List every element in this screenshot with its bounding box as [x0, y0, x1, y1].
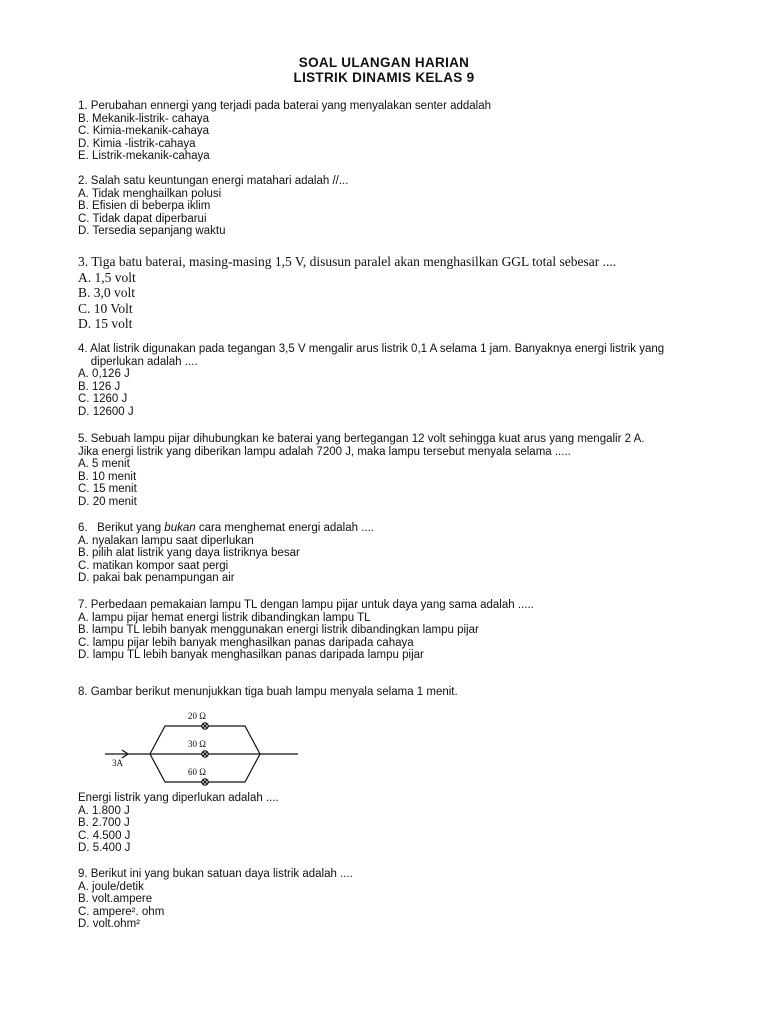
resistor-label-r1: 20 Ω — [188, 711, 206, 721]
option: A. Tidak menghailkan polusi — [78, 187, 222, 200]
option: B. volt.ampere — [78, 893, 153, 906]
option: C. 15 menit — [78, 483, 137, 496]
option: D. 12600 J — [78, 405, 134, 418]
question-8-answers — [78, 792, 728, 855]
doc-title: SOAL ULANGAN HARIAN — [298, 55, 470, 70]
option: B. Efisien di beberpa iklim — [78, 200, 211, 213]
question-stem: 2. Salah satu keuntungan energi matahari adalah //... — [78, 175, 349, 187]
option: A. joule/detik — [78, 880, 144, 893]
option: C. Kimia-mekanik-cahaya — [78, 125, 210, 138]
option: B. lampu TL lebih banyak menggunakan energi listrik dibandingkan lampu pijar — [78, 624, 479, 637]
option: D. Tersedia sepanjang waktu — [78, 225, 226, 238]
option: B. Mekanik-listrik- cahaya — [78, 112, 210, 125]
question-stem: 4. Alat listrik digunakan pada tegangan 3,5 V mengalir arus listrik 0,1 A selama 1 jam. Banyaknya energi listrik yang — [78, 343, 665, 355]
question-prompt: Energi listrik yang diperlukan adalah .... — [78, 792, 279, 804]
stem-pre: 6. Berikut yang — [78, 522, 165, 534]
stem-emphasis: bukan — [164, 522, 196, 534]
question-stem: 8. Gambar berikut menunjukkan tiga buah lampu menyala selama 1 menit. — [78, 686, 458, 698]
question-stem: 9. Berikut ini yang bukan satuan daya listrik adalah .... — [78, 868, 353, 880]
question-stem: 3. Tiga batu baterai, masing-masing 1,5 V, disusun paralel akan menghasilkan GGL total sebesar .... — [78, 254, 617, 269]
option: D. volt.ohm² — [78, 918, 140, 931]
question-2 — [78, 175, 728, 238]
question-stem-continued: diperlukan adalah .... — [78, 355, 198, 368]
resistor-label-r2: 30 Ω — [188, 739, 206, 749]
question-6 — [78, 522, 728, 585]
option: B. pilih alat listrik yang daya listriknya besar — [78, 547, 300, 560]
lamp-icon — [202, 723, 208, 729]
parallel-circuit-diagram — [100, 708, 310, 792]
option: A. 5 menit — [78, 458, 130, 471]
option: B. 10 menit — [78, 470, 137, 483]
lamp-icon — [202, 779, 208, 785]
question-stem: 5. Sebuah lampu pijar dihubungkan ke baterai yang bertegangan 12 volt sehingga kuat arus yang mengalir 2 A. — [78, 433, 645, 445]
current-label: 3A — [112, 758, 123, 768]
option: A. 0,126 J — [78, 368, 130, 381]
question-3 — [78, 254, 728, 332]
option: A. nyalakan lampu saat diperlukan — [78, 534, 254, 547]
question-stem: 7. Perbedaan pemakaian lampu TL dengan lampu pijar untuk daya yang sama adalah ..... — [78, 599, 534, 611]
option: E. Listrik-mekanik-cahaya — [78, 150, 210, 163]
question-1 — [78, 100, 728, 163]
option: C. lampu pijar lebih banyak menghasilkan panas daripada cahaya — [78, 636, 414, 649]
option: A. lampu pijar hemat energi listrik dibandingkan lampu TL — [78, 611, 371, 624]
question-stem-continued: Jika energi listrik yang diberikan lampu adalah 7200 J, maka lampu tersebut menyala selama ..... — [78, 445, 571, 458]
resistor-label-r3: 60 Ω — [188, 767, 206, 777]
option: C. 10 Volt — [78, 300, 133, 316]
option: C. Tidak dapat diperbarui — [78, 212, 207, 225]
question-4 — [78, 343, 728, 419]
question-stem: 1. Perubahan ennergi yang terjadi pada baterai yang menyalakan senter addalah — [78, 100, 492, 112]
option: D. 20 menit — [78, 495, 137, 508]
question-7 — [78, 599, 728, 662]
option: A. 1.800 J — [78, 804, 130, 817]
doc-subtitle: LISTRIK DINAMIS KELAS 9 — [293, 70, 475, 85]
question-9 — [78, 868, 728, 931]
option: D. 15 volt — [78, 316, 133, 331]
option: B. 2.700 J — [78, 817, 130, 830]
option: C. 1260 J — [78, 393, 128, 406]
option: C. ampere². ohm — [78, 905, 165, 918]
option: D. Kimia -listrik-cahaya — [78, 137, 196, 150]
question-5 — [78, 433, 728, 509]
option: C. matikan kompor saat pergi — [78, 559, 229, 572]
option: D. 5.400 J — [78, 842, 131, 855]
option: D. lampu TL lebih banyak menghasilkan panas daripada lampu pijar — [78, 649, 424, 662]
option: D. pakai bak penampungan air — [78, 572, 235, 585]
option: B. 3,0 volt — [78, 285, 136, 300]
lamp-icon — [202, 751, 208, 757]
option: C. 4.500 J — [78, 829, 131, 842]
question-stem — [78, 522, 728, 535]
option: A. 1,5 volt — [78, 269, 136, 285]
stem-post: cara menghemat energi adalah .... — [195, 522, 374, 534]
question-8 — [78, 686, 728, 699]
option: B. 126 J — [78, 380, 121, 393]
